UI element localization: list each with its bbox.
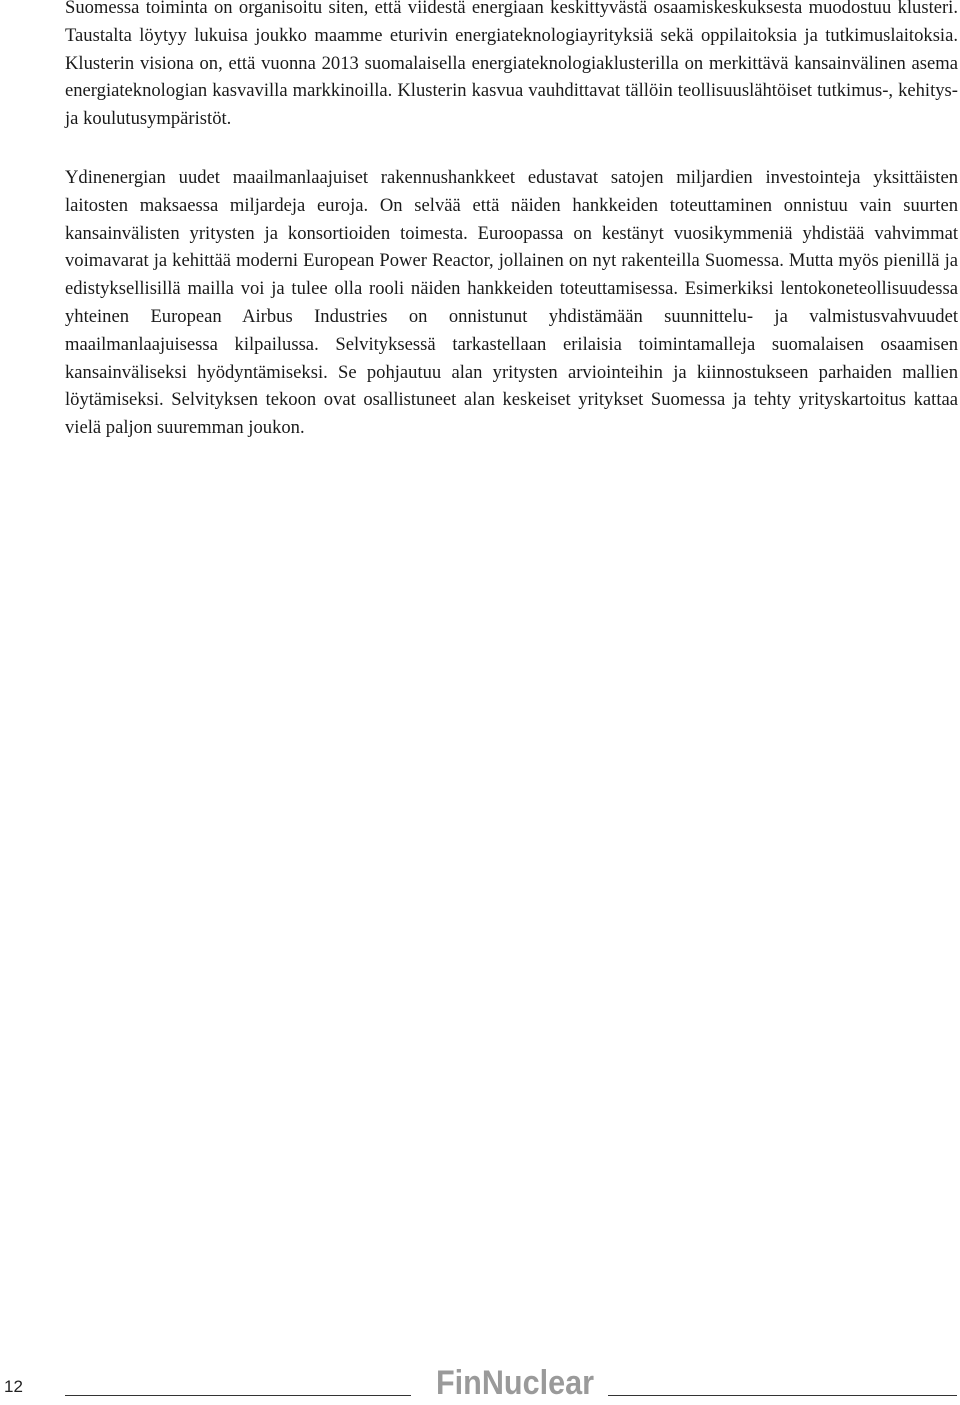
footer-rule-right [608,1395,957,1396]
paragraph-1: Suomessa toiminta on organisoitu siten, että viidestä energiaan keskittyvästä osaamiskeskuksesta muodostuu klusteri. Taustalta löytyy lukuisa joukko maamme eturivin energiateknologiayrityksiä sekä oppilaitoksia ja tutkimuslaitoksia. Klusterin visiona on, että vuonna 2013 suomalaisella energiateknologiaklusterilla on merkittävä kansainvälinen asema energiateknologian kasvavilla markkinoilla. Klusterin kasvua vauhdittavat tällöin teollisuuslähtöiset tutkimus-, kehitys- ja koulutusympäristöt. [65,0,958,130]
paragraph-2: Ydinenergian uudet maailmanlaajuiset rakennushankkeet edustavat satojen miljardien investointeja yksittäisten laitosten maksaessa miljardeja euroja. On selvää että näiden hankkeiden toteuttaminen onnistuu vain suurten kansainvälisten yritysten ja konsortioiden toimesta. Euroopassa on kestänyt vuosikymmeniä yhdistää vahvimmat voimavarat ja kehittää moderni European Power Reactor, jollainen on nyt rakenteilla Suomessa. Mutta myös pienillä ja edistyksellisillä mailla voi ja tulee olla rooli näiden hankkeiden toteuttamisessa. Esimerkiksi lentokoneteollisuudessa yhteinen European Airbus Industries on onnistunut yhdistämään suunnittelu- ja valmistusvahvuudet maailmanlaajuisessa kilpailussa. Selvityksessä tarkastellaan erilaisia toimintamalleja suomalaisen osaamisen kansainväliseksi hyödyntämiseksi. Se pohjautuu alan yritysten arviointeihin ja kiinnostukseen parhaiden mallien löytämiseksi. Selvityksen tekoon ovat osallistuneet alan keskeiset yritykset Suomessa ja tehty yrityskartoitus kattaa vielä paljon suuremman joukon. [65,167,958,439]
logo-text: FinNuclear [436,1364,594,1401]
footer-rule-left [65,1395,411,1396]
page-number: 12 [4,1377,23,1396]
finnuclear-logo [434,1361,596,1401]
